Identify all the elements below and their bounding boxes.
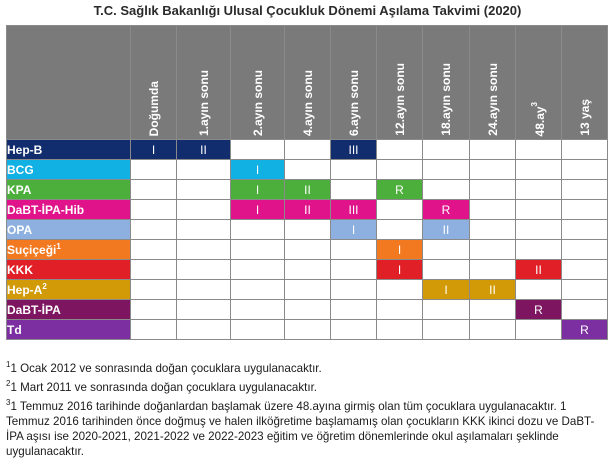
footnote-text: 1 Ocak 2012 ve sonrasında doğan çocuklara uygulanacaktır. — [10, 361, 322, 375]
footnote-mark: 3 — [6, 397, 11, 407]
column-header — [231, 26, 285, 140]
column-header — [331, 26, 377, 140]
empty-cell — [562, 160, 608, 180]
footnotes — [6, 357, 609, 459]
column-label-text: 18.ayın sonu — [439, 63, 453, 136]
column-header — [562, 26, 608, 140]
empty-cell — [423, 180, 470, 200]
vaccine-name-text: KPA — [7, 182, 32, 197]
empty-cell — [516, 200, 562, 220]
empty-cell — [470, 240, 516, 260]
dose-cell: II — [285, 180, 331, 200]
empty-cell — [285, 260, 331, 280]
column-label-text: 12.ayın sonu — [392, 63, 407, 136]
column-header — [470, 26, 516, 140]
vaccine-name — [7, 220, 131, 240]
dose-cell: I — [377, 260, 423, 280]
empty-cell — [177, 260, 231, 280]
empty-cell — [285, 160, 331, 180]
column-label-text: 48.ay — [533, 105, 547, 136]
vaccine-name-text: Hep-B — [7, 142, 43, 157]
empty-cell — [131, 160, 177, 180]
column-label-text: 1.ayın sonu — [196, 69, 211, 136]
empty-cell — [177, 160, 231, 180]
vaccine-name — [7, 240, 131, 260]
empty-cell — [331, 260, 377, 280]
empty-cell — [331, 280, 377, 300]
empty-cell — [470, 200, 516, 220]
empty-cell — [377, 220, 423, 240]
empty-cell — [285, 280, 331, 300]
empty-cell — [562, 220, 608, 240]
vaccine-row — [7, 280, 608, 300]
column-header-label — [393, 57, 407, 136]
column-header-label — [530, 96, 547, 136]
empty-cell — [423, 240, 470, 260]
empty-cell — [562, 140, 608, 160]
empty-cell — [231, 320, 285, 340]
vaccine-rows — [7, 140, 608, 340]
empty-cell — [131, 180, 177, 200]
empty-cell — [285, 240, 331, 260]
column-header-label — [197, 64, 211, 136]
empty-cell — [516, 240, 562, 260]
empty-cell — [562, 300, 608, 320]
empty-cell — [377, 320, 423, 340]
column-header — [285, 26, 331, 140]
vaccine-row — [7, 240, 608, 260]
header-corner — [7, 26, 131, 140]
empty-cell — [562, 280, 608, 300]
empty-cell — [562, 200, 608, 220]
dose-cell: I — [423, 280, 470, 300]
empty-cell — [331, 300, 377, 320]
vaccine-name — [7, 260, 131, 280]
vaccine-name — [7, 180, 131, 200]
empty-cell — [177, 320, 231, 340]
empty-cell — [470, 220, 516, 240]
vaccine-row — [7, 140, 608, 160]
vaccine-row — [7, 260, 608, 280]
empty-cell — [231, 140, 285, 160]
page-title: T.C. Sağlık Bakanlığı Ulusal Çocukluk Dönemi Aşılama Takvimi (2020) — [93, 3, 522, 18]
column-header — [377, 26, 423, 140]
empty-cell — [516, 180, 562, 200]
column-header-label — [251, 64, 265, 136]
vaccine-name-text: DaBT-İPA-Hib — [7, 202, 85, 217]
empty-cell — [470, 140, 516, 160]
empty-cell — [377, 160, 423, 180]
column-header — [177, 26, 231, 140]
column-header-label — [347, 64, 361, 136]
dose-cell: II — [285, 200, 331, 220]
dose-cell: II — [177, 140, 231, 160]
vaccination-schedule-table — [6, 25, 608, 340]
footnote-text: 1 Mart 2011 ve sonrasında doğan çocuklara uygulanacaktır. — [10, 380, 318, 394]
empty-cell — [231, 300, 285, 320]
empty-cell — [516, 140, 562, 160]
empty-cell — [423, 260, 470, 280]
empty-cell — [177, 180, 231, 200]
empty-cell — [177, 220, 231, 240]
dose-cell: I — [377, 240, 423, 260]
vaccine-name-text: Td — [7, 322, 22, 337]
dose-cell: I — [231, 160, 285, 180]
empty-cell — [177, 280, 231, 300]
empty-cell — [285, 300, 331, 320]
empty-cell — [470, 320, 516, 340]
column-label-text: Doğumda — [146, 80, 161, 136]
empty-cell — [470, 160, 516, 180]
empty-cell — [131, 240, 177, 260]
empty-cell — [377, 300, 423, 320]
empty-cell — [177, 200, 231, 220]
dose-cell: II — [470, 280, 516, 300]
dose-cell: III — [331, 140, 377, 160]
empty-cell — [177, 240, 231, 260]
empty-cell — [331, 320, 377, 340]
vaccine-row — [7, 300, 608, 320]
empty-cell — [285, 320, 331, 340]
footnote — [6, 395, 609, 459]
empty-cell — [177, 300, 231, 320]
column-footnote-mark: 3 — [530, 101, 539, 106]
vaccine-name — [7, 160, 131, 180]
footnote — [6, 376, 609, 395]
footnote — [6, 357, 609, 376]
header-row — [7, 26, 608, 140]
empty-cell — [131, 260, 177, 280]
column-header-label — [301, 64, 315, 136]
dose-cell: R — [516, 300, 562, 320]
vaccine-name — [7, 280, 131, 300]
vaccine-name-text: OPA — [7, 222, 33, 237]
empty-cell — [285, 140, 331, 160]
empty-cell — [131, 320, 177, 340]
empty-cell — [470, 300, 516, 320]
vaccine-name-text: Hep-A — [7, 283, 43, 297]
empty-cell — [516, 220, 562, 240]
dose-cell: R — [562, 320, 608, 340]
vaccine-name — [7, 140, 131, 160]
footnote-mark: 1 — [6, 360, 11, 369]
column-label-text: 4.ayın sonu — [300, 69, 315, 136]
column-header-label — [147, 75, 161, 136]
empty-cell — [470, 260, 516, 280]
vaccine-name-text: Suçiçeği — [7, 243, 57, 257]
empty-cell — [562, 260, 608, 280]
column-label-text: 2.ayın sonu — [250, 69, 265, 136]
dose-cell: R — [377, 180, 423, 200]
empty-cell — [231, 240, 285, 260]
empty-cell — [231, 280, 285, 300]
empty-cell — [377, 280, 423, 300]
column-header-label — [486, 57, 500, 136]
dose-cell: I — [231, 180, 285, 200]
empty-cell — [285, 220, 331, 240]
empty-cell — [131, 200, 177, 220]
column-label-text: 6.ayın sonu — [346, 69, 361, 136]
empty-cell — [423, 320, 470, 340]
empty-cell — [131, 280, 177, 300]
dose-cell: I — [231, 200, 285, 220]
column-header — [516, 26, 562, 140]
empty-cell — [131, 300, 177, 320]
column-header — [423, 26, 470, 140]
dose-cell: R — [423, 200, 470, 220]
dose-cell: II — [516, 260, 562, 280]
dose-cell: I — [131, 140, 177, 160]
empty-cell — [423, 300, 470, 320]
vaccine-footnote-mark: 1 — [56, 242, 61, 251]
empty-cell — [231, 220, 285, 240]
empty-cell — [423, 140, 470, 160]
empty-cell — [331, 160, 377, 180]
vaccine-row — [7, 220, 608, 240]
column-header-label — [439, 57, 453, 136]
empty-cell — [231, 260, 285, 280]
dose-cell: III — [331, 200, 377, 220]
empty-cell — [423, 160, 470, 180]
column-label-text: 13 yaş — [577, 99, 592, 136]
vaccine-name — [7, 320, 131, 340]
vaccine-row — [7, 180, 608, 200]
empty-cell — [562, 180, 608, 200]
vaccine-footnote-mark: 2 — [42, 282, 47, 291]
empty-cell — [562, 240, 608, 260]
empty-cell — [331, 180, 377, 200]
vaccine-row — [7, 200, 608, 220]
dose-cell: I — [331, 220, 377, 240]
vaccine-row — [7, 160, 608, 180]
empty-cell — [131, 220, 177, 240]
column-header-label — [578, 93, 592, 136]
empty-cell — [331, 240, 377, 260]
vaccine-name — [7, 300, 131, 320]
empty-cell — [516, 280, 562, 300]
footnote-mark: 2 — [6, 378, 11, 388]
footnote-text: 1 Temmuz 2016 tarihinde doğanlardan başlamak üzere 48.ayına girmiş olan tüm çocuklara uygulanacaktır. 1 Temmuz 2016 tarihinden önce doğmuş ve halen ilköğretime başlamamış olan çocukların KKK ikinci dozu ve DaBT-İPA aşısı ise 2020-2021, 2021-2022 ve 2022-2023 eğitim ve öğretim dönemlerinde okul aşılamaları şeklinde uygulanacaktır. — [6, 399, 595, 458]
empty-cell — [516, 320, 562, 340]
vaccine-row — [7, 320, 608, 340]
vaccine-name — [7, 200, 131, 220]
empty-cell — [470, 180, 516, 200]
column-header — [131, 26, 177, 140]
vaccine-name-text: KKK — [7, 262, 33, 277]
column-label-text: 24.ayın sonu — [485, 63, 500, 136]
empty-cell — [377, 140, 423, 160]
empty-cell — [377, 200, 423, 220]
dose-cell: II — [423, 220, 470, 240]
vaccine-name-text: BCG — [7, 162, 34, 177]
vaccine-name-text: DaBT-İPA — [7, 302, 61, 317]
empty-cell — [516, 160, 562, 180]
